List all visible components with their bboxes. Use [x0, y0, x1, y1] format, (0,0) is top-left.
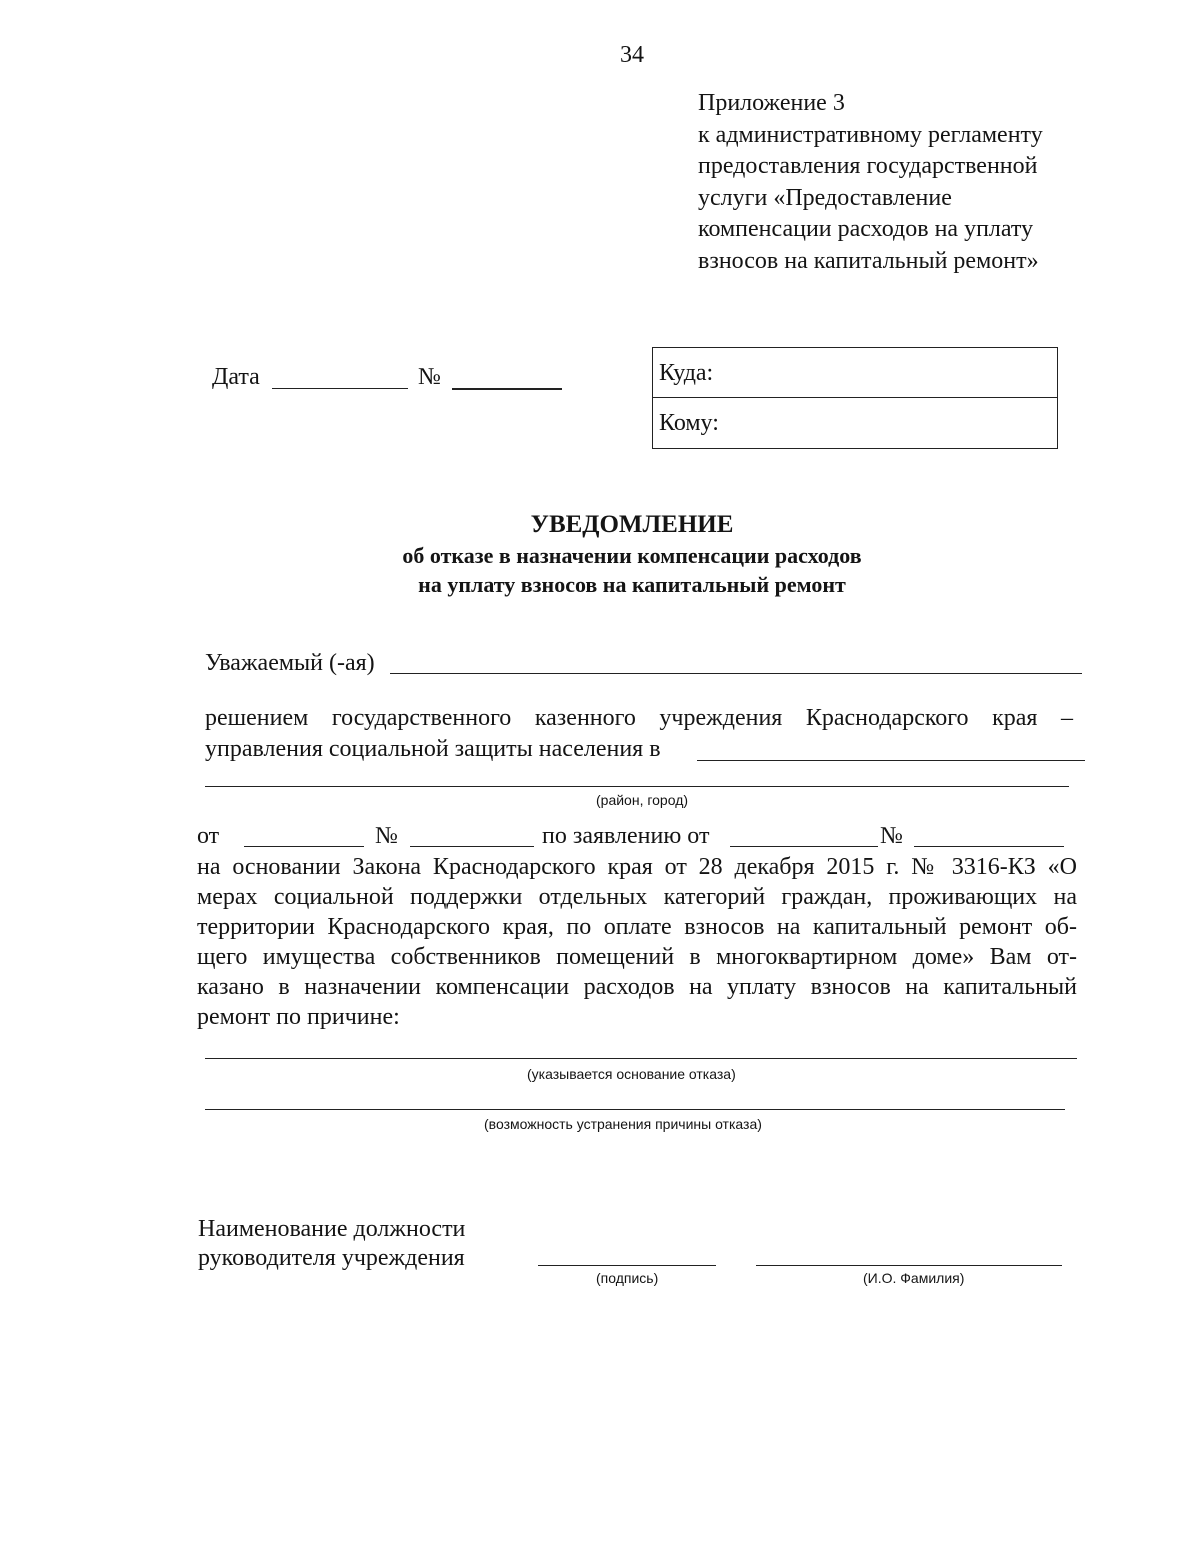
application-number-label: № — [880, 823, 903, 849]
refusal-reason-line[interactable] — [205, 1058, 1077, 1059]
appendix-line: услуги «Предоставление — [698, 184, 952, 211]
law-text-line: территории Краснодарского края, по оплате взносов на капитальный ремонт об- — [197, 914, 1077, 940]
full-name-line[interactable] — [756, 1265, 1062, 1266]
appendix-block — [698, 88, 1043, 277]
page-number: 34 — [620, 42, 644, 68]
law-text-line: щего имущества собственников помещений в многоквартирном доме» Вам от- — [197, 944, 1077, 970]
signature-hint: (подпись) — [596, 1270, 659, 1286]
department-location-line[interactable] — [697, 760, 1085, 761]
refusal-fix-line[interactable] — [205, 1109, 1065, 1110]
date-label: Дата — [212, 364, 260, 390]
decision-text-line2: управления социальной защиты населения в — [205, 736, 661, 762]
district-line[interactable] — [205, 786, 1069, 787]
law-text-line: ремонт по причине: — [197, 1004, 400, 1030]
appendix-line: Приложение 3 — [698, 90, 845, 116]
application-number-line[interactable] — [914, 846, 1064, 847]
to-where-field[interactable] — [653, 348, 1057, 398]
by-application-label: по заявлению от — [542, 823, 710, 849]
date-field-line[interactable] — [272, 388, 408, 389]
law-text-line: казано в назначении компенсации расходов на уплату взносов на капитальный — [197, 974, 1077, 1000]
appendix-line: взносов на капитальный ремонт» — [698, 247, 1039, 274]
signature-line[interactable] — [538, 1265, 716, 1266]
document-subtitle-line2: на уплату взносов на капитальный ремонт — [418, 572, 846, 597]
recipient-name-line[interactable] — [390, 673, 1082, 674]
appendix-line: компенсации расходов на уплату — [698, 216, 1034, 242]
decision-date-line[interactable] — [244, 846, 364, 847]
to-whom-label: Кому: — [659, 410, 719, 436]
to-whom-field[interactable] — [653, 398, 1057, 448]
position-title-line2: руководителя учреждения — [198, 1245, 465, 1271]
address-box — [652, 347, 1058, 449]
refusal-fix-hint: (возможность устранения причины отказа) — [484, 1116, 762, 1132]
district-hint: (район, город) — [596, 792, 689, 808]
refusal-reason-hint: (указывается основание отказа) — [527, 1066, 736, 1082]
document-subtitle-line1: об отказе в назначении компенсации расходов — [402, 543, 862, 568]
to-where-label: Куда: — [659, 360, 714, 386]
appendix-line: к административному регламенту — [698, 121, 1043, 148]
law-text-line: на основании Закона Краснодарского края от 28 декабря 2015 г. № 3316-КЗ «О — [197, 854, 1077, 880]
appendix-line: предоставления государственной — [698, 153, 1038, 179]
decision-number-line[interactable] — [410, 846, 534, 847]
from-label: от — [197, 823, 220, 849]
decision-number-label: № — [375, 823, 398, 849]
full-name-hint: (И.О. Фамилия) — [863, 1270, 965, 1286]
position-title-line1: Наименование должности — [198, 1216, 466, 1242]
salutation-label: Уважаемый (-ая) — [205, 650, 375, 676]
number-label: № — [418, 364, 441, 390]
document-title: УВЕДОМЛЕНИЕ — [530, 511, 734, 538]
decision-text-line1: решением государственного казенного учреждения Краснодарского края – — [205, 705, 1073, 731]
number-field-line[interactable] — [452, 388, 562, 390]
law-text-line: мерах социальной поддержки отдельных категорий граждан, проживающих на — [197, 884, 1077, 910]
application-date-line[interactable] — [730, 846, 878, 847]
